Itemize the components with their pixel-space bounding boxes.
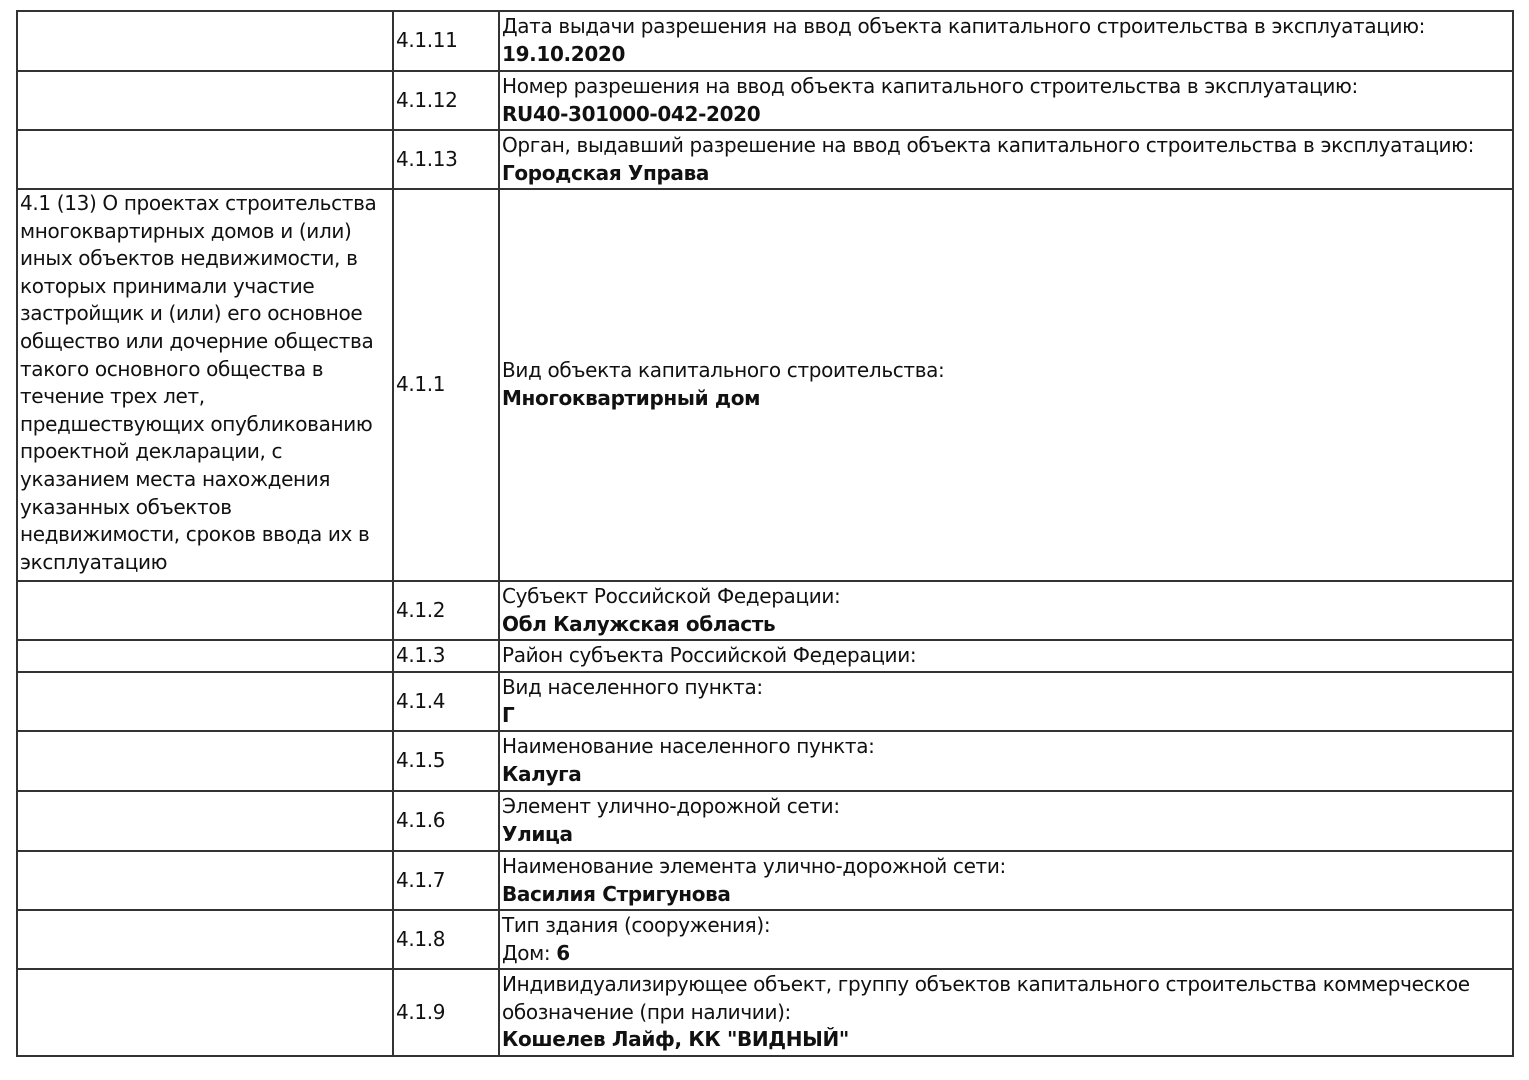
item-code: 4.1.3 (396, 643, 446, 668)
item-code: 4.1.5 (396, 748, 446, 773)
content-cell (499, 969, 1513, 1056)
field-label: Вид населенного пункта: (502, 674, 763, 699)
code-cell (393, 851, 499, 910)
table-row (17, 731, 1513, 791)
table-row (17, 189, 1513, 581)
content-cell (499, 851, 1513, 910)
code-cell (393, 189, 499, 581)
field-label: Наименование элемента улично-дорожной сети: (502, 853, 1006, 878)
field-value: Многоквартирный дом (502, 386, 761, 410)
code-cell (393, 969, 499, 1056)
field-value: Городская Управа (502, 160, 710, 185)
field-label: Район субъекта Российской Федерации: (502, 643, 917, 668)
field-label: Номер разрешения на ввод объекта капитального строительства в эксплуатацию: (502, 73, 1358, 98)
field-value: Калуга (502, 762, 582, 786)
code-cell (393, 791, 499, 851)
field-value: Кошелев Лайф, КК "ВИДНЫЙ" (502, 1027, 849, 1052)
item-code: 4.1.2 (396, 597, 446, 622)
value-prefix: Дом: (502, 940, 557, 965)
content-cell (499, 581, 1513, 640)
field-value: Обл Калужская область (502, 611, 776, 636)
code-cell (393, 581, 499, 640)
item-code: 4.1.13 (396, 146, 458, 171)
content-cell (499, 130, 1513, 189)
item-code: 4.1.6 (396, 808, 446, 833)
field-value: Г (502, 702, 515, 727)
code-cell (393, 910, 499, 969)
content-cell (499, 189, 1513, 581)
field-value: RU40-301000-042-2020 (502, 101, 761, 126)
content-cell (499, 910, 1513, 969)
declaration-table (16, 10, 1514, 1057)
section-cell (17, 672, 393, 731)
section-cell (17, 71, 393, 130)
field-value: 6 (556, 940, 570, 965)
code-cell (393, 11, 499, 71)
item-code: 4.1.1 (396, 372, 446, 397)
table-row (17, 969, 1513, 1056)
content-cell (499, 11, 1513, 71)
content-cell (499, 791, 1513, 851)
section-text: 4.1 (13) О проектах строительства многоквартирных домов и (или) иных объектов недвижимости, в которых принимали участие застройщик и (или) его основное общество или дочерние общества такого основного общества в течение трех лет, предшествующих опубликованию проектной декларации, с указанием места нахождения указанных объектов недвижимости, сроков ввода их в эксплуатацию (20, 191, 377, 574)
code-cell (393, 71, 499, 130)
table-row (17, 11, 1513, 71)
table-row (17, 791, 1513, 851)
section-cell (17, 851, 393, 910)
section-cell (17, 189, 393, 581)
content-cell (499, 640, 1513, 672)
field-label: Индивидуализирующее объект, группу объектов капитального строительства коммерческое обозначение (при наличии): (502, 972, 1470, 1024)
section-cell (17, 11, 393, 71)
table-row (17, 910, 1513, 969)
field-label: Вид объекта капитального строительства: (502, 358, 945, 383)
code-cell (393, 731, 499, 791)
code-cell (393, 672, 499, 731)
item-code: 4.1.12 (396, 87, 458, 112)
field-label: Тип здания (сооружения): (502, 912, 771, 937)
item-code: 4.1.7 (396, 867, 446, 892)
item-code: 4.1.11 (396, 28, 458, 53)
field-label: Орган, выдавший разрешение на ввод объекта капитального строительства в эксплуатацию: (502, 132, 1474, 157)
section-cell (17, 969, 393, 1056)
content-cell (499, 731, 1513, 791)
field-label: Элемент улично-дорожной сети: (502, 794, 840, 819)
code-cell (393, 640, 499, 672)
section-cell (17, 640, 393, 672)
section-cell (17, 910, 393, 969)
code-cell (393, 130, 499, 189)
table-row (17, 581, 1513, 640)
content-cell (499, 672, 1513, 731)
table-row (17, 851, 1513, 910)
table-row (17, 640, 1513, 672)
field-label: Дата выдачи разрешения на ввод объекта капитального строительства в эксплуатацию: (502, 14, 1426, 39)
item-code: 4.1.8 (396, 926, 446, 951)
table-row (17, 130, 1513, 189)
content-cell (499, 71, 1513, 130)
section-cell (17, 791, 393, 851)
field-label: Наименование населенного пункта: (502, 734, 875, 759)
section-cell (17, 130, 393, 189)
field-value: 19.10.2020 (502, 42, 626, 66)
section-cell (17, 731, 393, 791)
field-value: Улица (502, 822, 573, 846)
item-code: 4.1.9 (396, 999, 446, 1024)
table-row (17, 71, 1513, 130)
field-value: Василия Стригунова (502, 881, 731, 906)
item-code: 4.1.4 (396, 688, 446, 713)
field-label: Субъект Российской Федерации: (502, 583, 841, 608)
table-row (17, 672, 1513, 731)
section-cell (17, 581, 393, 640)
